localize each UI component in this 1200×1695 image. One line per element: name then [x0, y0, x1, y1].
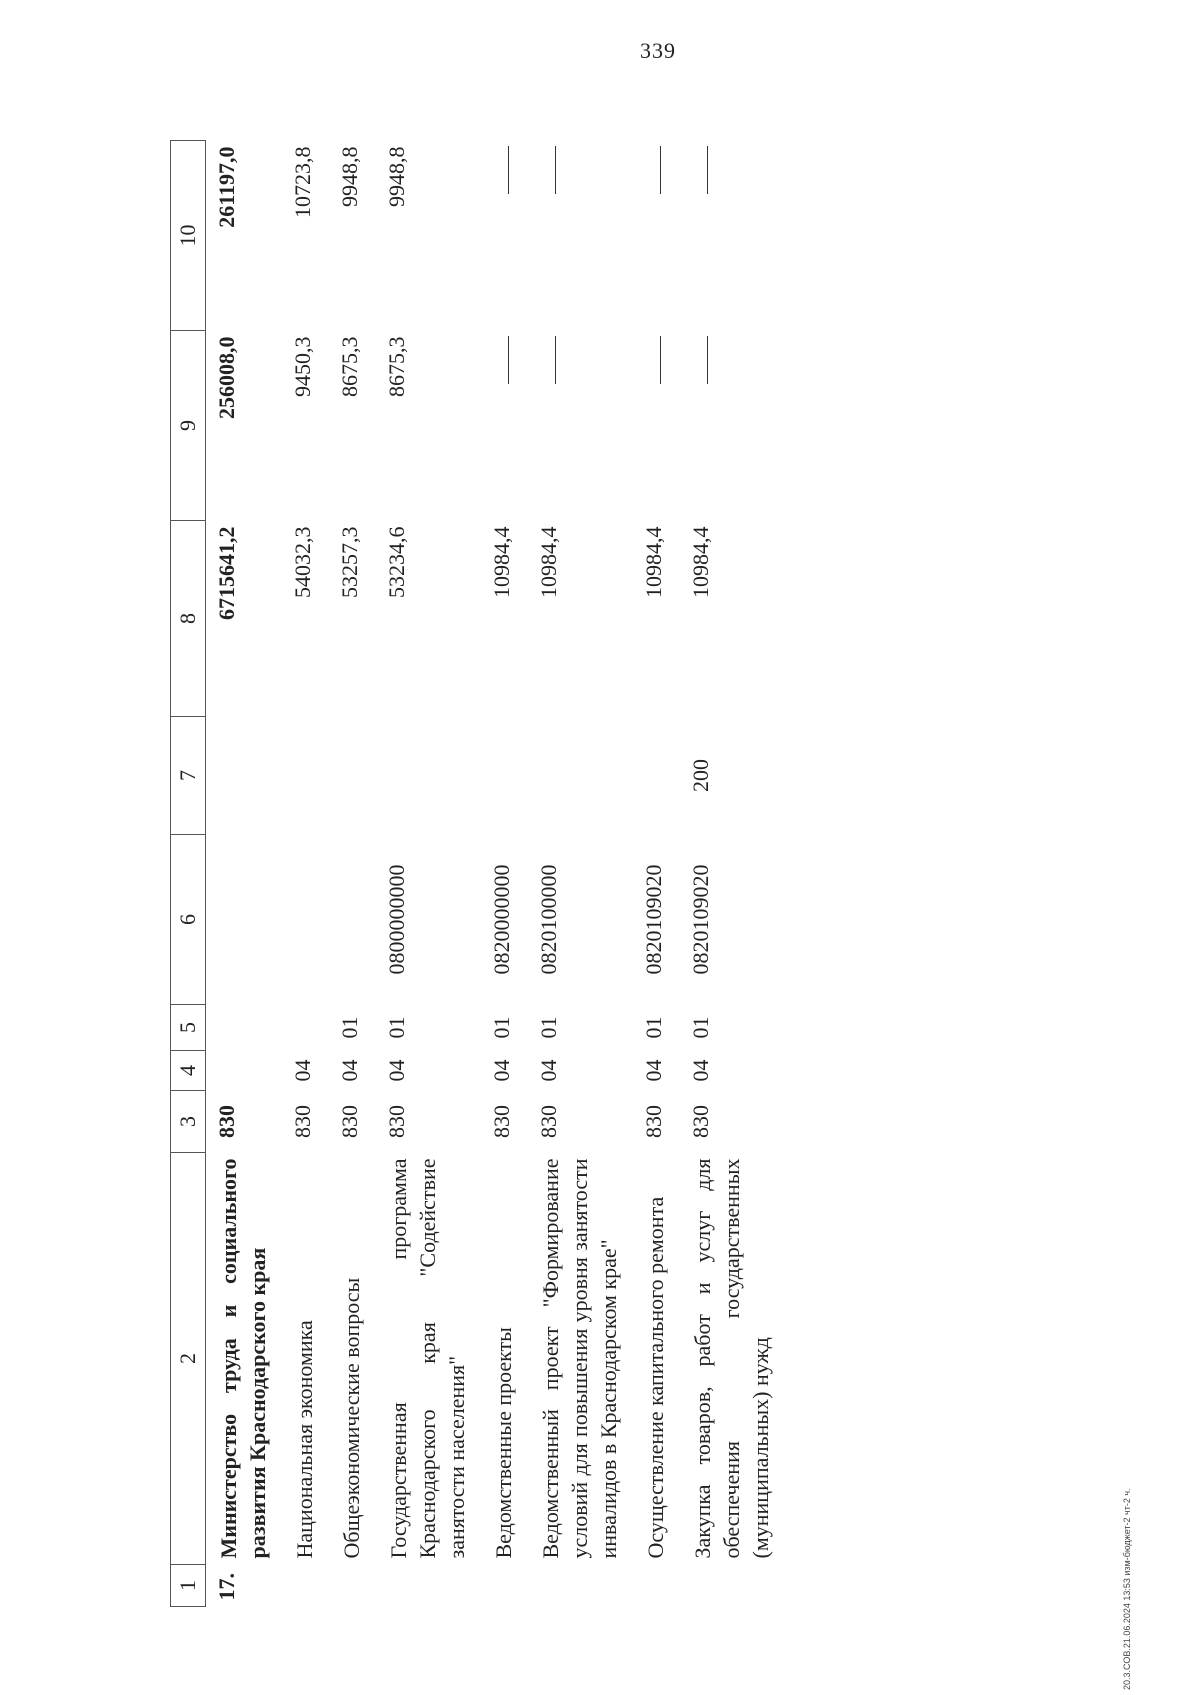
cell-c7: [481, 717, 528, 835]
cell-c7: [206, 717, 283, 835]
footer-note: 20.3.СОВ.21.06.2024 13:53 изм-бюджет-2 чт-2 ч.: [1122, 1488, 1132, 1690]
cell-c4: 04: [536, 1059, 561, 1082]
cell-c3: 830: [290, 1105, 315, 1138]
cell-num: [680, 1565, 785, 1607]
cell-c3: 830: [384, 1105, 409, 1138]
cell-c6: [206, 835, 283, 1005]
cell-c4: 04: [641, 1059, 666, 1082]
table-row: [528, 141, 633, 1607]
cell-num: [376, 1565, 481, 1607]
column-header: 10: [171, 141, 206, 331]
dash-mark: [707, 147, 709, 195]
cell-c6: 0820109020: [688, 864, 713, 975]
cell-name: Ведомственные проекты: [491, 1327, 516, 1559]
column-header: 5: [171, 1005, 206, 1051]
column-header: 1: [171, 1565, 206, 1607]
cell-c8: 54032,3: [290, 526, 315, 598]
cell-c6: 0820000000: [489, 864, 514, 975]
cell-c5: 01: [641, 1016, 666, 1039]
page-number: 339: [640, 38, 676, 63]
column-header: 6: [171, 835, 206, 1005]
table-row: [481, 141, 528, 1607]
cell-c7: [528, 717, 633, 835]
cell-name: Ведомственный проект "Формирование условий для повышения уровня занятости инвалидов в Краснодарском крае": [538, 1158, 621, 1559]
cell-c10: 9948,8: [337, 146, 362, 207]
cell-num: [528, 1565, 633, 1607]
cell-c7: [282, 717, 329, 835]
table-row: [206, 141, 283, 1607]
cell-c3: 830: [688, 1105, 713, 1138]
cell-c3: 830: [337, 1105, 362, 1138]
cell-c8: 53257,3: [337, 526, 362, 598]
table-row: [680, 141, 785, 1607]
cell-c4: 04: [489, 1059, 514, 1082]
cell-c9: [528, 331, 633, 521]
cell-c4: 04: [688, 1059, 713, 1082]
cell-c3: 830: [214, 1105, 239, 1138]
cell-c6: 0820100000: [536, 864, 561, 975]
dash-mark: [660, 337, 662, 385]
table-row: [633, 141, 680, 1607]
cell-c9: [633, 331, 680, 521]
cell-name: Осуществление капитального ремонта: [643, 1196, 668, 1559]
cell-c10: [633, 141, 680, 331]
cell-name: Закупка товаров, работ и услуг для обеспечения государственных (муниципальных) нужд: [690, 1158, 773, 1559]
cell-name: Национальная экономика: [292, 1320, 317, 1559]
column-header: 4: [171, 1051, 206, 1091]
cell-name: Министерство труда и социального развития Краснодарского края: [216, 1158, 270, 1559]
table-row: [282, 141, 329, 1607]
cell-c7: [633, 717, 680, 835]
cell-num: [282, 1565, 329, 1607]
cell-c8: 10984,4: [641, 526, 666, 598]
cell-c5: [206, 1005, 283, 1051]
cell-c4: 04: [290, 1059, 315, 1082]
table-header-row: [171, 141, 206, 1607]
cell-c9: [481, 331, 528, 521]
table-row: [329, 141, 376, 1607]
cell-c3: 830: [641, 1105, 666, 1138]
column-header: 8: [171, 521, 206, 717]
cell-c5: 01: [489, 1016, 514, 1039]
cell-num: [633, 1565, 680, 1607]
cell-c4: 04: [337, 1059, 362, 1082]
cell-c7: 200: [688, 759, 713, 792]
column-header: 3: [171, 1091, 206, 1153]
cell-c5: 01: [536, 1016, 561, 1039]
cell-c4: 04: [384, 1059, 409, 1082]
cell-c4: [206, 1051, 283, 1091]
cell-c3: 830: [489, 1105, 514, 1138]
cell-c6: [282, 835, 329, 1005]
cell-c8: 53234,6: [384, 526, 409, 598]
cell-c8: 10984,4: [536, 526, 561, 598]
cell-c8: 10984,4: [688, 526, 713, 598]
cell-c8: 6715641,2: [214, 526, 239, 620]
cell-num: [481, 1565, 528, 1607]
dash-mark: [707, 337, 709, 385]
cell-c10: [528, 141, 633, 331]
cell-c10: [680, 141, 785, 331]
dash-mark: [555, 337, 557, 385]
cell-c7: [376, 717, 481, 835]
cell-c6: 0820109020: [641, 864, 666, 975]
cell-c7: [329, 717, 376, 835]
cell-name: Государственная программа Краснодарского края "Содействие занятости населения": [386, 1158, 469, 1559]
cell-c9: 256008,0: [214, 336, 239, 419]
cell-name: Общеэкономические вопросы: [339, 1277, 364, 1559]
cell-c9: [680, 331, 785, 521]
dash-mark: [508, 337, 510, 385]
cell-c5: [282, 1005, 329, 1051]
cell-c3: 830: [536, 1105, 561, 1138]
column-header: 9: [171, 331, 206, 521]
cell-c5: 01: [688, 1016, 713, 1039]
cell-c10: 9948,8: [384, 146, 409, 207]
column-header: 2: [171, 1153, 206, 1565]
cell-c9: 9450,3: [290, 336, 315, 397]
cell-c6: [329, 835, 376, 1005]
cell-c10: 10723,8: [290, 146, 315, 218]
cell-c5: 01: [337, 1016, 362, 1039]
table-row: [376, 141, 481, 1607]
column-header: 7: [171, 717, 206, 835]
cell-c5: 01: [384, 1016, 409, 1039]
dash-mark: [508, 147, 510, 195]
cell-c6: 0800000000: [384, 864, 409, 975]
cell-num: [329, 1565, 376, 1607]
cell-c10: 261197,0: [214, 146, 239, 228]
cell-c9: 8675,3: [337, 336, 362, 397]
cell-num: 17.: [214, 1573, 239, 1601]
cell-c10: [481, 141, 528, 331]
dash-mark: [660, 147, 662, 195]
budget-table: [170, 140, 785, 1607]
cell-c9: 8675,3: [384, 336, 409, 397]
dash-mark: [555, 147, 557, 195]
cell-c8: 10984,4: [489, 526, 514, 598]
